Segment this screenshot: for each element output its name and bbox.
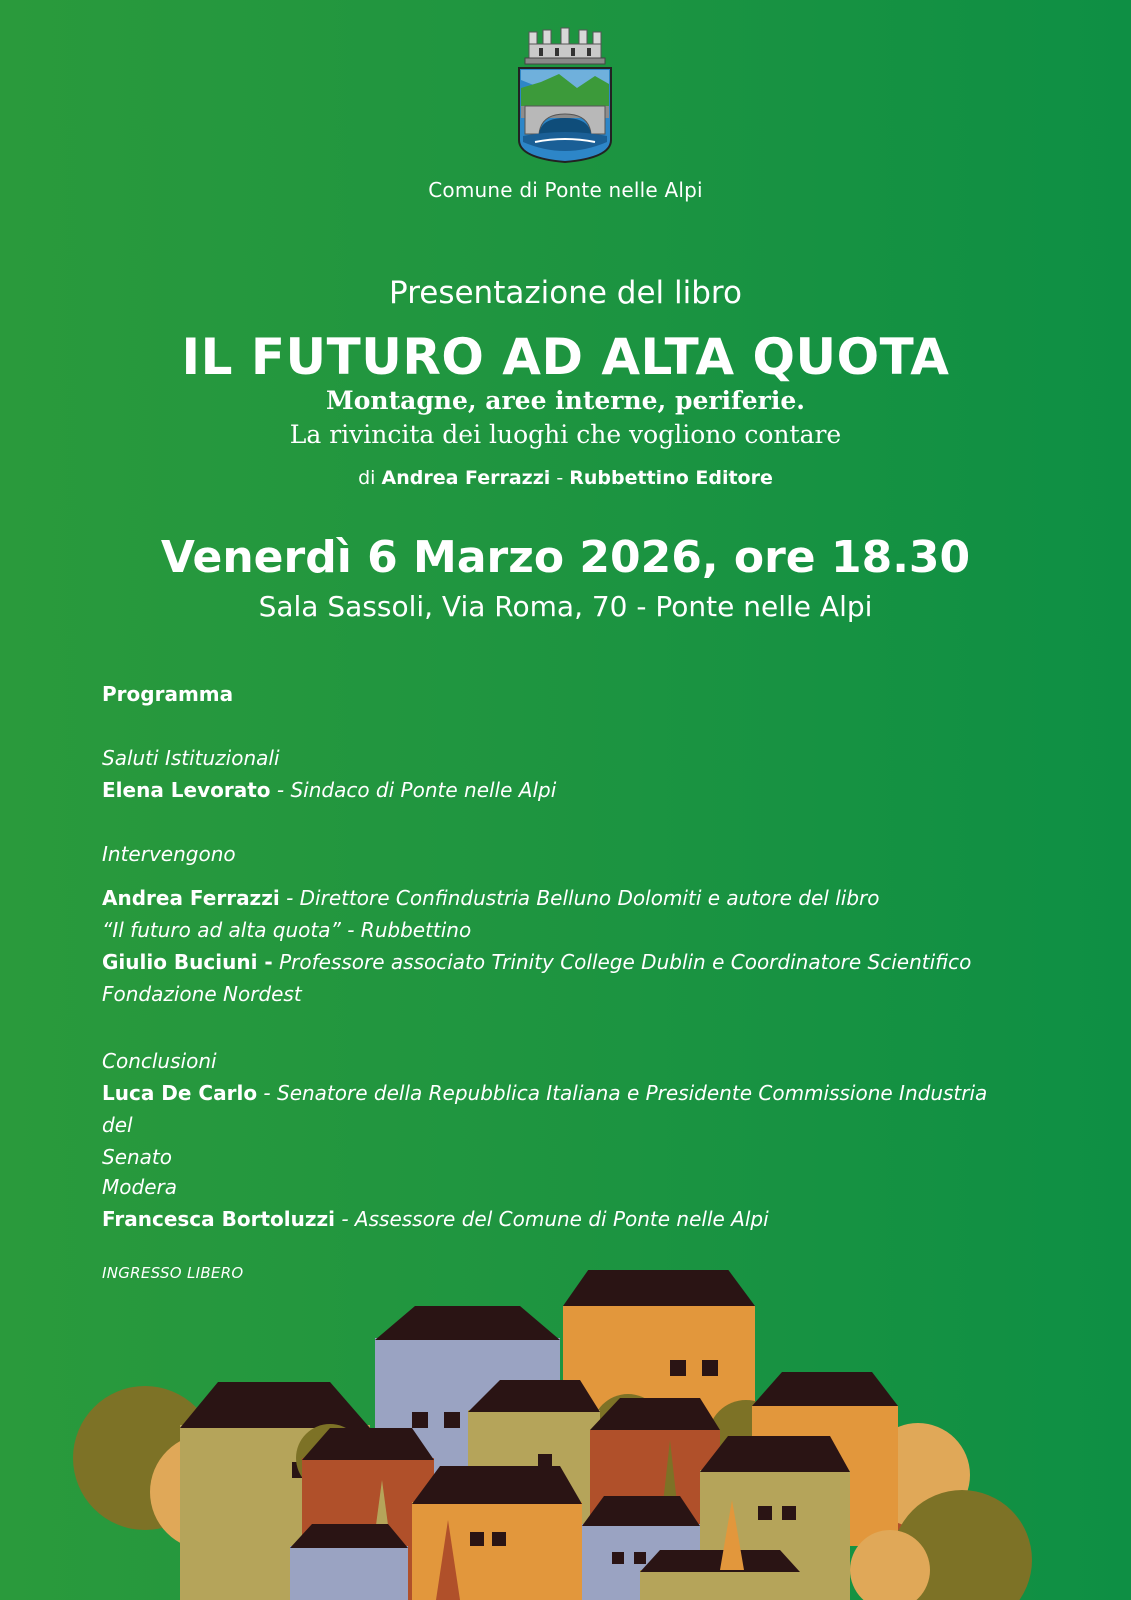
- event-venue: Sala Sassoli, Via Roma, 70 - Ponte nelle Alpi: [258, 590, 873, 623]
- speaker-role: - Senatore della Repubblica Italiana e Presidente Commissione Industria del: [102, 1081, 988, 1137]
- book-byline: [0, 467, 1131, 489]
- section-label: Conclusioni: [102, 1049, 217, 1073]
- speaker-name: Francesca Bortoluzzi: [102, 1207, 335, 1231]
- programme-section: [102, 1045, 1022, 1173]
- speaker-line: [102, 882, 1022, 914]
- speaker-role-continued: Senato: [102, 1145, 173, 1169]
- speaker-name: Luca De Carlo: [102, 1081, 258, 1105]
- byline-separator: -: [556, 467, 564, 489]
- programme-section: [102, 742, 1022, 806]
- event-date: Venerdì 6 Marzo 2026, ore 18.30: [160, 532, 971, 583]
- book-author: Andrea Ferrazzi: [381, 467, 551, 489]
- speaker-name: Andrea Ferrazzi: [102, 886, 280, 910]
- section-label: Intervengono: [102, 842, 236, 866]
- book-title: IL FUTURO AD ALTA QUOTA: [181, 328, 950, 386]
- section-label: Modera: [102, 1175, 177, 1199]
- speaker-name: Elena Levorato: [102, 778, 271, 802]
- speaker-line: [102, 1203, 1022, 1235]
- programme-section: [102, 1171, 1022, 1235]
- byline-prefix: di: [358, 467, 376, 489]
- book-subtitle-line2: La rivincita dei luoghi che vogliono contare: [289, 420, 842, 449]
- speaker-role-continued: Fondazione Nordest: [102, 982, 302, 1006]
- speaker-role: - Direttore Confindustria Belluno Dolomiti e autore del libro: [286, 886, 880, 910]
- village-houses-illustration: [0, 1270, 1131, 1600]
- presentation-label: Presentazione del libro: [389, 275, 742, 311]
- free-entry-note: INGRESSO LIBERO: [102, 1264, 244, 1282]
- speaker-role: Professore associato Trinity College Dublin e Coordinatore Scientifico: [279, 950, 972, 974]
- speaker-line: [102, 774, 1022, 806]
- speaker-role-continued: “Il futuro ad alta quota” - Rubbettino: [102, 918, 472, 942]
- programme-section-body: [102, 882, 1022, 1010]
- comune-crest-icon: [515, 22, 615, 164]
- speaker-line: [102, 946, 1022, 978]
- speaker-name: Giulio Buciuni -: [102, 950, 273, 974]
- book-publisher: Rubbettino Editore: [569, 467, 773, 489]
- programme-section: [102, 838, 1022, 870]
- programme-heading: Programma: [102, 682, 234, 706]
- section-label: Saluti Istituzionali: [102, 746, 280, 770]
- speaker-role: - Sindaco di Ponte nelle Alpi: [276, 778, 557, 802]
- speaker-line: [102, 1077, 1022, 1141]
- speaker-role: - Assessore del Comune di Ponte nelle Alpi: [341, 1207, 769, 1231]
- book-subtitle-line1: Montagne, aree interne, periferie.: [326, 386, 805, 415]
- comune-name: Comune di Ponte nelle Alpi: [428, 178, 703, 202]
